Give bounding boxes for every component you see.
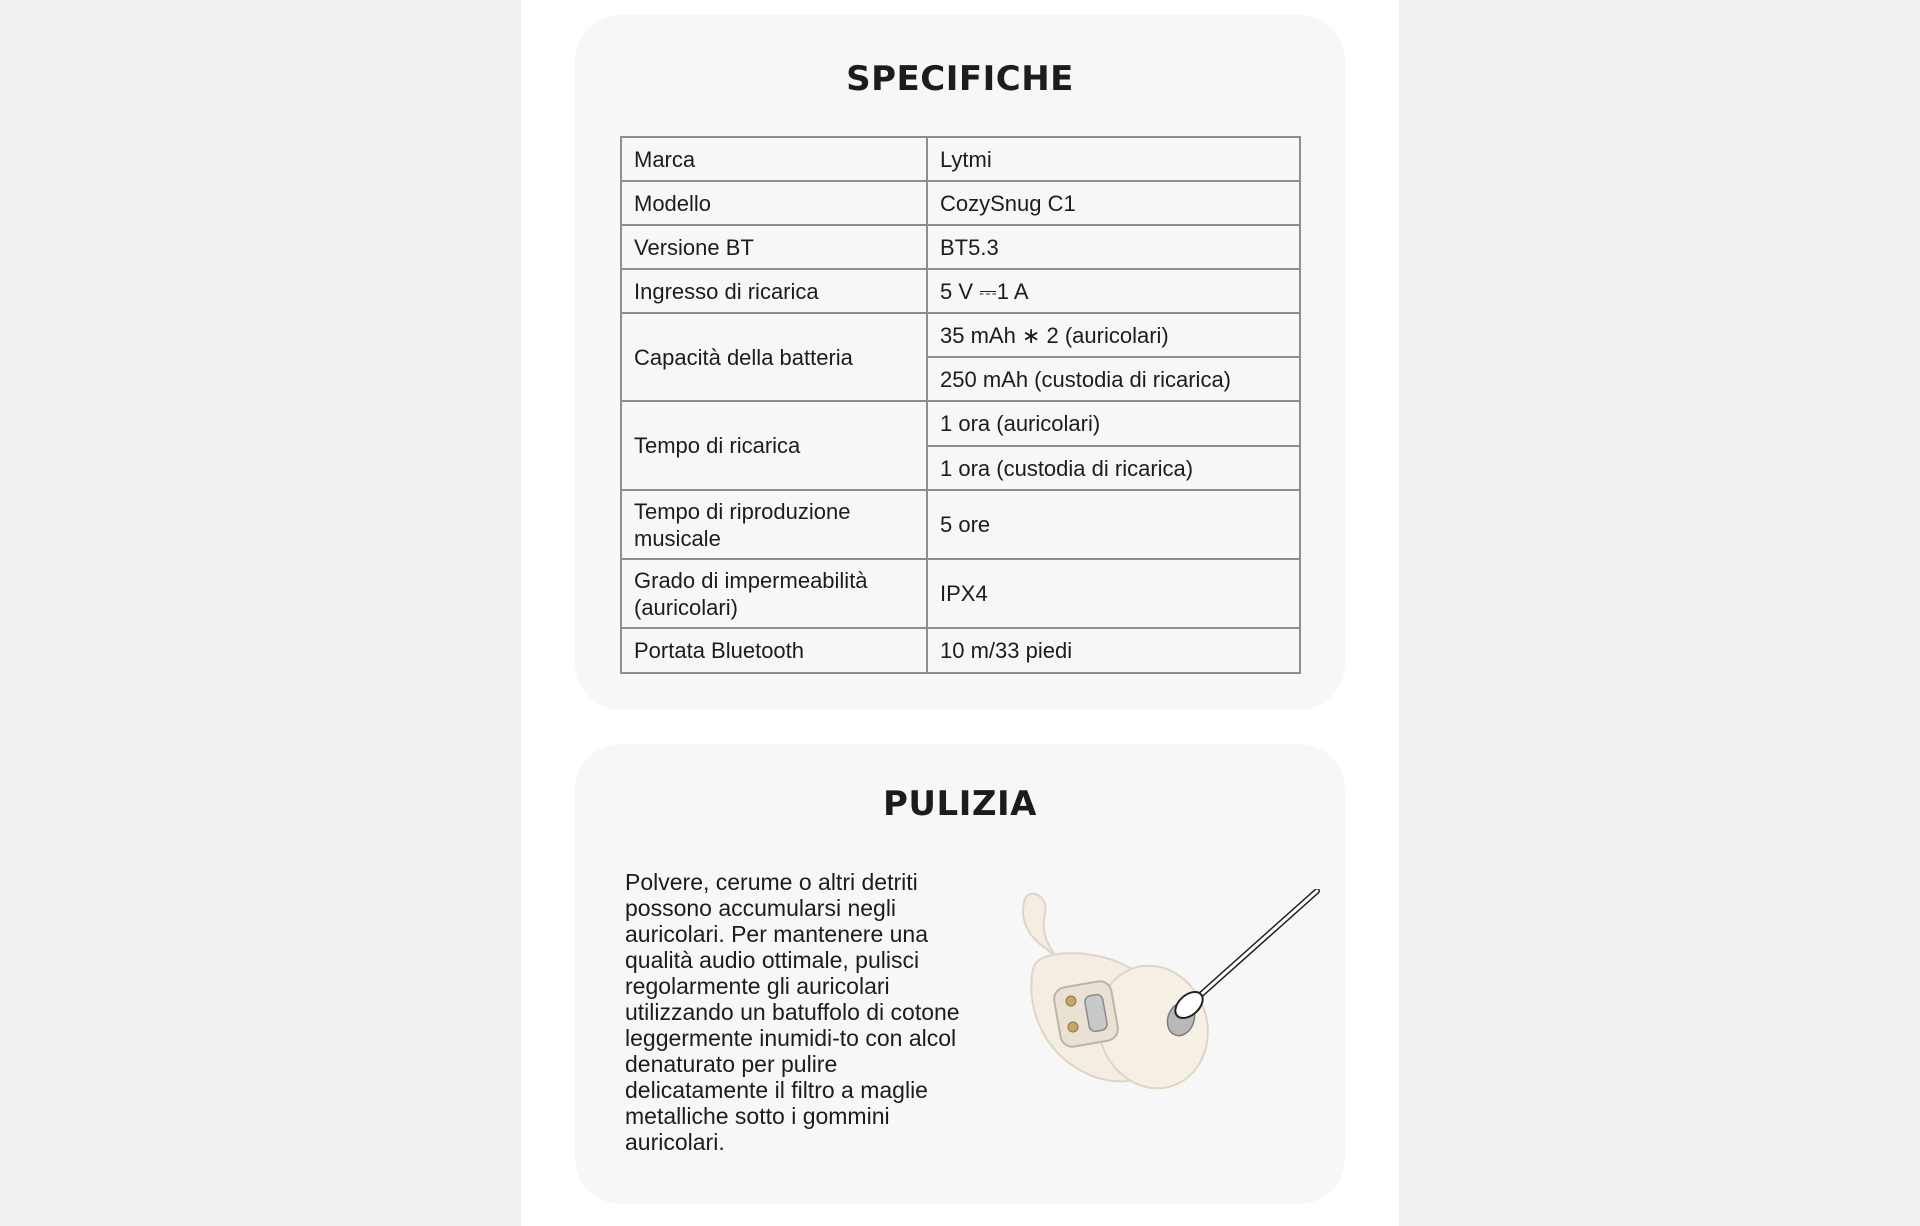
specifications-card: [575, 15, 1345, 710]
table-row: [621, 559, 1300, 628]
spec-label-charging-input: Ingresso di ricarica: [621, 269, 927, 313]
spec-value-bt-version: BT5.3: [927, 225, 1300, 269]
specifications-title: SPECIFICHE: [846, 59, 1074, 99]
cleaning-description: Polvere, cerume o altri detriti possono accumularsi negli auricolari. Per mantenere una qualità audio ottimale, pulisci regolarmente gli auricolari utilizzando un batuffolo di cotone leggermente inumidi-to con alcol denaturato per pulire delicatamente il filtro a maglie metalliche sotto i gommini auricolari.: [625, 869, 960, 1155]
spec-label-brand: Marca: [621, 137, 927, 181]
spec-label-battery: Capacità della batteria: [621, 313, 927, 401]
spec-value-brand: Lytmi: [927, 137, 1300, 181]
spec-value-charging-input: 5 V ⎓1 A: [927, 269, 1300, 313]
spec-label-bt-range: Portata Bluetooth: [621, 628, 927, 673]
table-row: [621, 269, 1300, 313]
cleaning-title: PULIZIA: [883, 784, 1037, 824]
spec-value-battery-earbuds: 35 mAh ∗ 2 (auricolari): [927, 313, 1300, 357]
spec-value-bt-range: 10 m/33 piedi: [927, 628, 1300, 673]
spec-label-playtime: Tempo di riproduzione musicale: [621, 490, 927, 559]
table-row: [621, 181, 1300, 225]
spec-label-charge-time: Tempo di ricarica: [621, 401, 927, 490]
spec-label-waterproof: Grado di impermeabilità (auricolari): [621, 559, 927, 628]
spec-value-model: CozySnug C1: [927, 181, 1300, 225]
table-row: [621, 490, 1300, 559]
table-row: [621, 137, 1300, 181]
specifications-table: [620, 136, 1301, 674]
spec-label-model: Modello: [621, 181, 927, 225]
spec-value-charge-time-earbuds: 1 ora (auricolari): [927, 401, 1300, 446]
cleaning-card: [575, 744, 1345, 1204]
spec-value-playtime: 5 ore: [927, 490, 1300, 559]
spec-value-waterproof: IPX4: [927, 559, 1300, 628]
earbud-cotton-swab-illustration: [1015, 889, 1335, 1119]
table-row: [621, 225, 1300, 269]
table-row: [621, 313, 1300, 357]
content-panel: [521, 0, 1399, 1226]
spec-label-bt-version: Versione BT: [621, 225, 927, 269]
table-row: [621, 628, 1300, 673]
spec-value-charge-time-case: 1 ora (custodia di ricarica): [927, 446, 1300, 490]
table-row: [621, 401, 1300, 446]
spec-value-battery-case: 250 mAh (custodia di ricarica): [927, 357, 1300, 401]
